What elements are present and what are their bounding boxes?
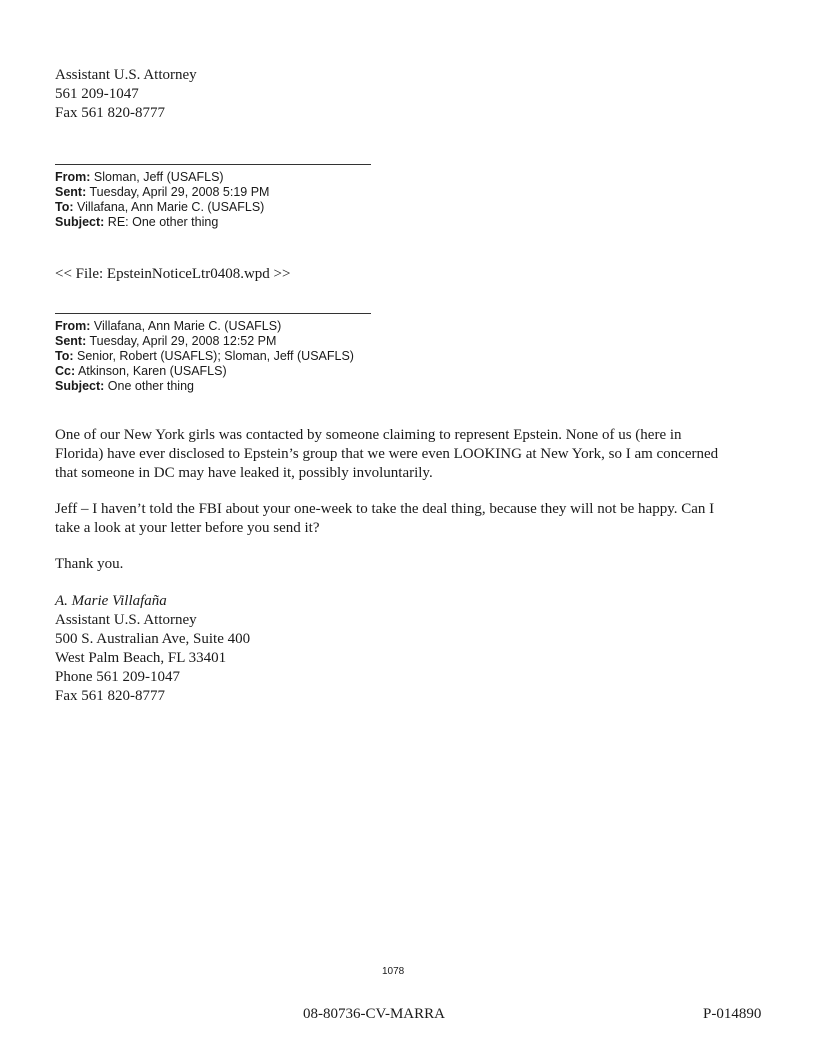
- email2-sent-row: [55, 334, 775, 349]
- email1-sent-row: [55, 185, 775, 200]
- email2-paragraph-1: [55, 426, 775, 483]
- signature-title: Assistant U.S. Attorney: [55, 612, 197, 628]
- sent-label: Sent:: [55, 334, 87, 348]
- email2-from: Villafana, Ann Marie C. (USAFLS): [93, 319, 282, 333]
- closing-text: Thank you.: [55, 556, 124, 572]
- body-line: One of our New York girls was contacted by someone claiming to represent Epstein. None of us (here in: [55, 427, 682, 443]
- email2-divider: [55, 313, 371, 314]
- email1-header: [55, 170, 775, 230]
- signature-address-1: 500 S. Australian Ave, Suite 400: [55, 631, 251, 647]
- top-signature-phone: 561 209-1047: [55, 86, 139, 102]
- email2-to-row: [55, 349, 775, 364]
- email2-cc-row: [55, 364, 775, 379]
- cc-label: Cc:: [55, 364, 76, 378]
- email1-from-row: [55, 170, 775, 185]
- email1-divider: [55, 164, 371, 165]
- subject-label: Subject:: [55, 379, 105, 393]
- email2-to: Senior, Robert (USAFLS); Sloman, Jeff (USAFLS): [77, 349, 354, 363]
- body-line: that someone in DC may have leaked it, possibly involuntarily.: [55, 465, 433, 481]
- body-line: take a look at your letter before you send it?: [55, 520, 320, 536]
- email2-sent: Tuesday, April 29, 2008 12:52 PM: [89, 334, 277, 348]
- signature-address-2: West Palm Beach, FL 33401: [55, 650, 227, 666]
- sent-label: Sent:: [55, 185, 87, 199]
- email1-from: Sloman, Jeff (USAFLS): [93, 170, 224, 184]
- from-label: From:: [55, 170, 91, 184]
- attachment-reference: << File: EpsteinNoticeLtr0408.wpd >>: [55, 266, 291, 282]
- subject-label: Subject:: [55, 215, 105, 229]
- to-label: To:: [55, 349, 74, 363]
- top-signature: [55, 66, 775, 123]
- body-line: Florida) have ever disclosed to Epstein’s group that we were even LOOKING at New York, so I am concerned: [55, 446, 719, 462]
- page-number: 1078: [382, 966, 405, 977]
- email2-subject-row: [55, 379, 775, 394]
- signature-block: [55, 592, 775, 706]
- email1-to: Villafana, Ann Marie C. (USAFLS): [77, 200, 265, 214]
- email1-attachment: [55, 265, 775, 284]
- email1-subject: RE: One other thing: [107, 215, 219, 229]
- signature-name: A. Marie Villafaña: [55, 593, 167, 609]
- email1-to-row: [55, 200, 775, 215]
- from-label: From:: [55, 319, 91, 333]
- bates-number: P-014890: [703, 1006, 762, 1022]
- signature-phone: Phone 561 209-1047: [55, 669, 180, 685]
- email2-from-row: [55, 319, 775, 334]
- case-number: 08-80736-CV-MARRA: [303, 1006, 445, 1022]
- email2-closing: [55, 555, 775, 574]
- email2-cc: Atkinson, Karen (USAFLS): [77, 364, 227, 378]
- email1-subject-row: [55, 215, 775, 230]
- top-signature-fax: Fax 561 820-8777: [55, 105, 165, 121]
- top-signature-title: Assistant U.S. Attorney: [55, 67, 197, 83]
- email1-sent: Tuesday, April 29, 2008 5:19 PM: [89, 185, 270, 199]
- email2-subject: One other thing: [107, 379, 194, 393]
- body-line: Jeff – I haven’t told the FBI about your one-week to take the deal thing, because they will not be happy. Can I: [55, 501, 715, 517]
- to-label: To:: [55, 200, 74, 214]
- email2-paragraph-2: [55, 500, 775, 538]
- signature-fax: Fax 561 820-8777: [55, 688, 165, 704]
- email2-header: [55, 319, 775, 394]
